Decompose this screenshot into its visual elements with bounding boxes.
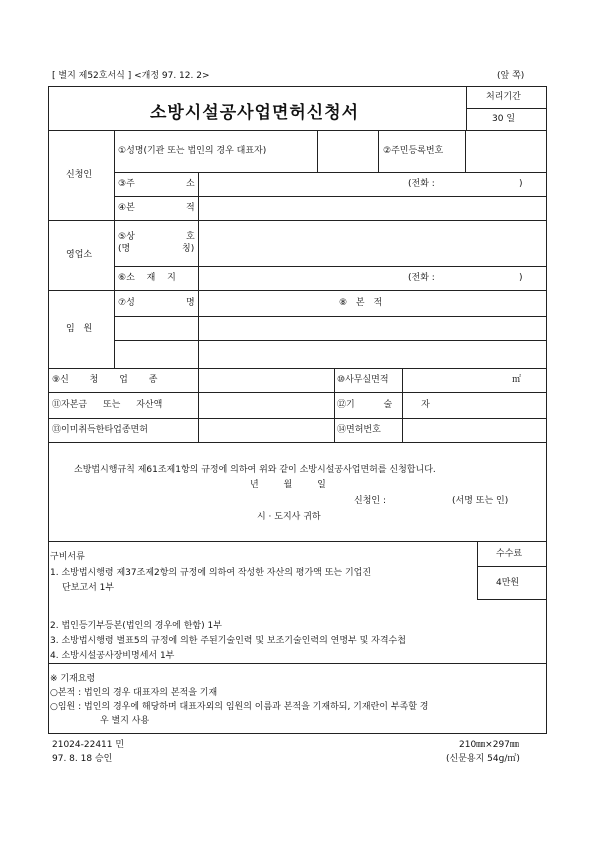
fee-label: 수수료 bbox=[496, 549, 523, 559]
frame-left bbox=[48, 86, 49, 734]
footer-size: 210㎜×297㎜ bbox=[459, 740, 519, 750]
applicant-name-label: ①성명(기관 또는 법인의 경우 대표자) bbox=[118, 146, 267, 156]
applicant-address-label: ③주 bbox=[118, 179, 135, 189]
trade-name-label: ⑤상 bbox=[118, 232, 135, 242]
document-item-1: 1. 소방법시행령 제37조제2항의 규정에 의하여 작성한 자산의 평가액 또는 기업진 bbox=[50, 568, 372, 578]
business-section-label: 영업소 bbox=[66, 250, 93, 260]
declaration-date: 년 월 일 bbox=[250, 480, 326, 490]
page-title: 소방시설공사업면허신청서 bbox=[150, 103, 360, 123]
applicant-section-label: 신청인 bbox=[66, 170, 93, 180]
frame-top bbox=[48, 86, 547, 87]
license-number-label: ⑭면허번호 bbox=[337, 425, 381, 435]
processing-value: 30 일 bbox=[492, 114, 516, 124]
capital-label: ⑪자본금 또는 자산액 bbox=[52, 400, 163, 410]
declaration-sign: (서명 또는 인) bbox=[452, 496, 509, 506]
frame-right bbox=[546, 86, 547, 734]
area-unit: ㎡ bbox=[512, 375, 522, 385]
declaration-applicant: 신청인 : bbox=[354, 496, 386, 506]
declaration-addressee: 시 · 도지사 귀하 bbox=[257, 512, 321, 522]
officer-domicile-label: ⑧ 본 적 bbox=[339, 298, 383, 308]
documents-heading: 구비서류 bbox=[50, 552, 85, 562]
declaration-text: 소방법시행규칙 제61조제1항의 규정에 의하여 위와 같이 소방시설공사업면허를 신청합니다. bbox=[74, 465, 436, 475]
office-area-label: ⑩사무실면적 bbox=[337, 375, 389, 385]
officers-section-label: 임 원 bbox=[66, 324, 93, 334]
applicant-rrn-label: ②주민등록번호 bbox=[383, 146, 444, 156]
processing-label: 처리기간 bbox=[486, 92, 521, 102]
fee-value: 4만원 bbox=[496, 578, 520, 588]
officer-name-label: ⑦성 bbox=[118, 298, 135, 308]
note-1: ○본적 : 법인의 경우 대표자의 본적을 기재 bbox=[50, 688, 218, 698]
document-item-4: 4. 소방시설공사장비명세서 1부 bbox=[50, 651, 175, 661]
applicant-phone-label: (전화 : bbox=[408, 179, 435, 189]
footer-code: 21024-22411 민 bbox=[52, 740, 125, 750]
document-item-2: 2. 법인등기부등본(법인의 경우에 한함) 1부 bbox=[50, 621, 222, 631]
footer-paper: (신문용지 54g/㎡) bbox=[446, 754, 520, 764]
note-2: ○임원 : 법인의 경우에 해당하며 대표자외의 임원의 이름과 본적을 기재하되, 기재란이 부족할 경 bbox=[50, 702, 429, 712]
document-item-3: 3. 소방법시행령 별표5의 규정에 의한 주된기술인력 및 보조기술인력의 연명부 및 자격수첩 bbox=[50, 636, 406, 646]
page-side: (앞 쪽) bbox=[497, 71, 525, 81]
technician-label: ⑫기 술 자 bbox=[337, 400, 430, 410]
business-phone-label: (전화 : bbox=[408, 273, 435, 283]
form-number: [ 별지 제52호서식 ] <개정 97. 12. 2> bbox=[52, 71, 210, 81]
notes-heading: ※ 기재요령 bbox=[50, 674, 96, 684]
footer-approval: 97. 8. 18 승인 bbox=[52, 754, 113, 764]
location-label: ⑥소 재 지 bbox=[118, 273, 176, 283]
business-type-label: ⑨신 청 업 종 bbox=[52, 375, 158, 385]
applicant-domicile-label: ④본 bbox=[118, 203, 135, 213]
frame-bottom bbox=[48, 733, 547, 734]
held-license-label: ⑬이미취득한타업종면허 bbox=[52, 425, 148, 435]
